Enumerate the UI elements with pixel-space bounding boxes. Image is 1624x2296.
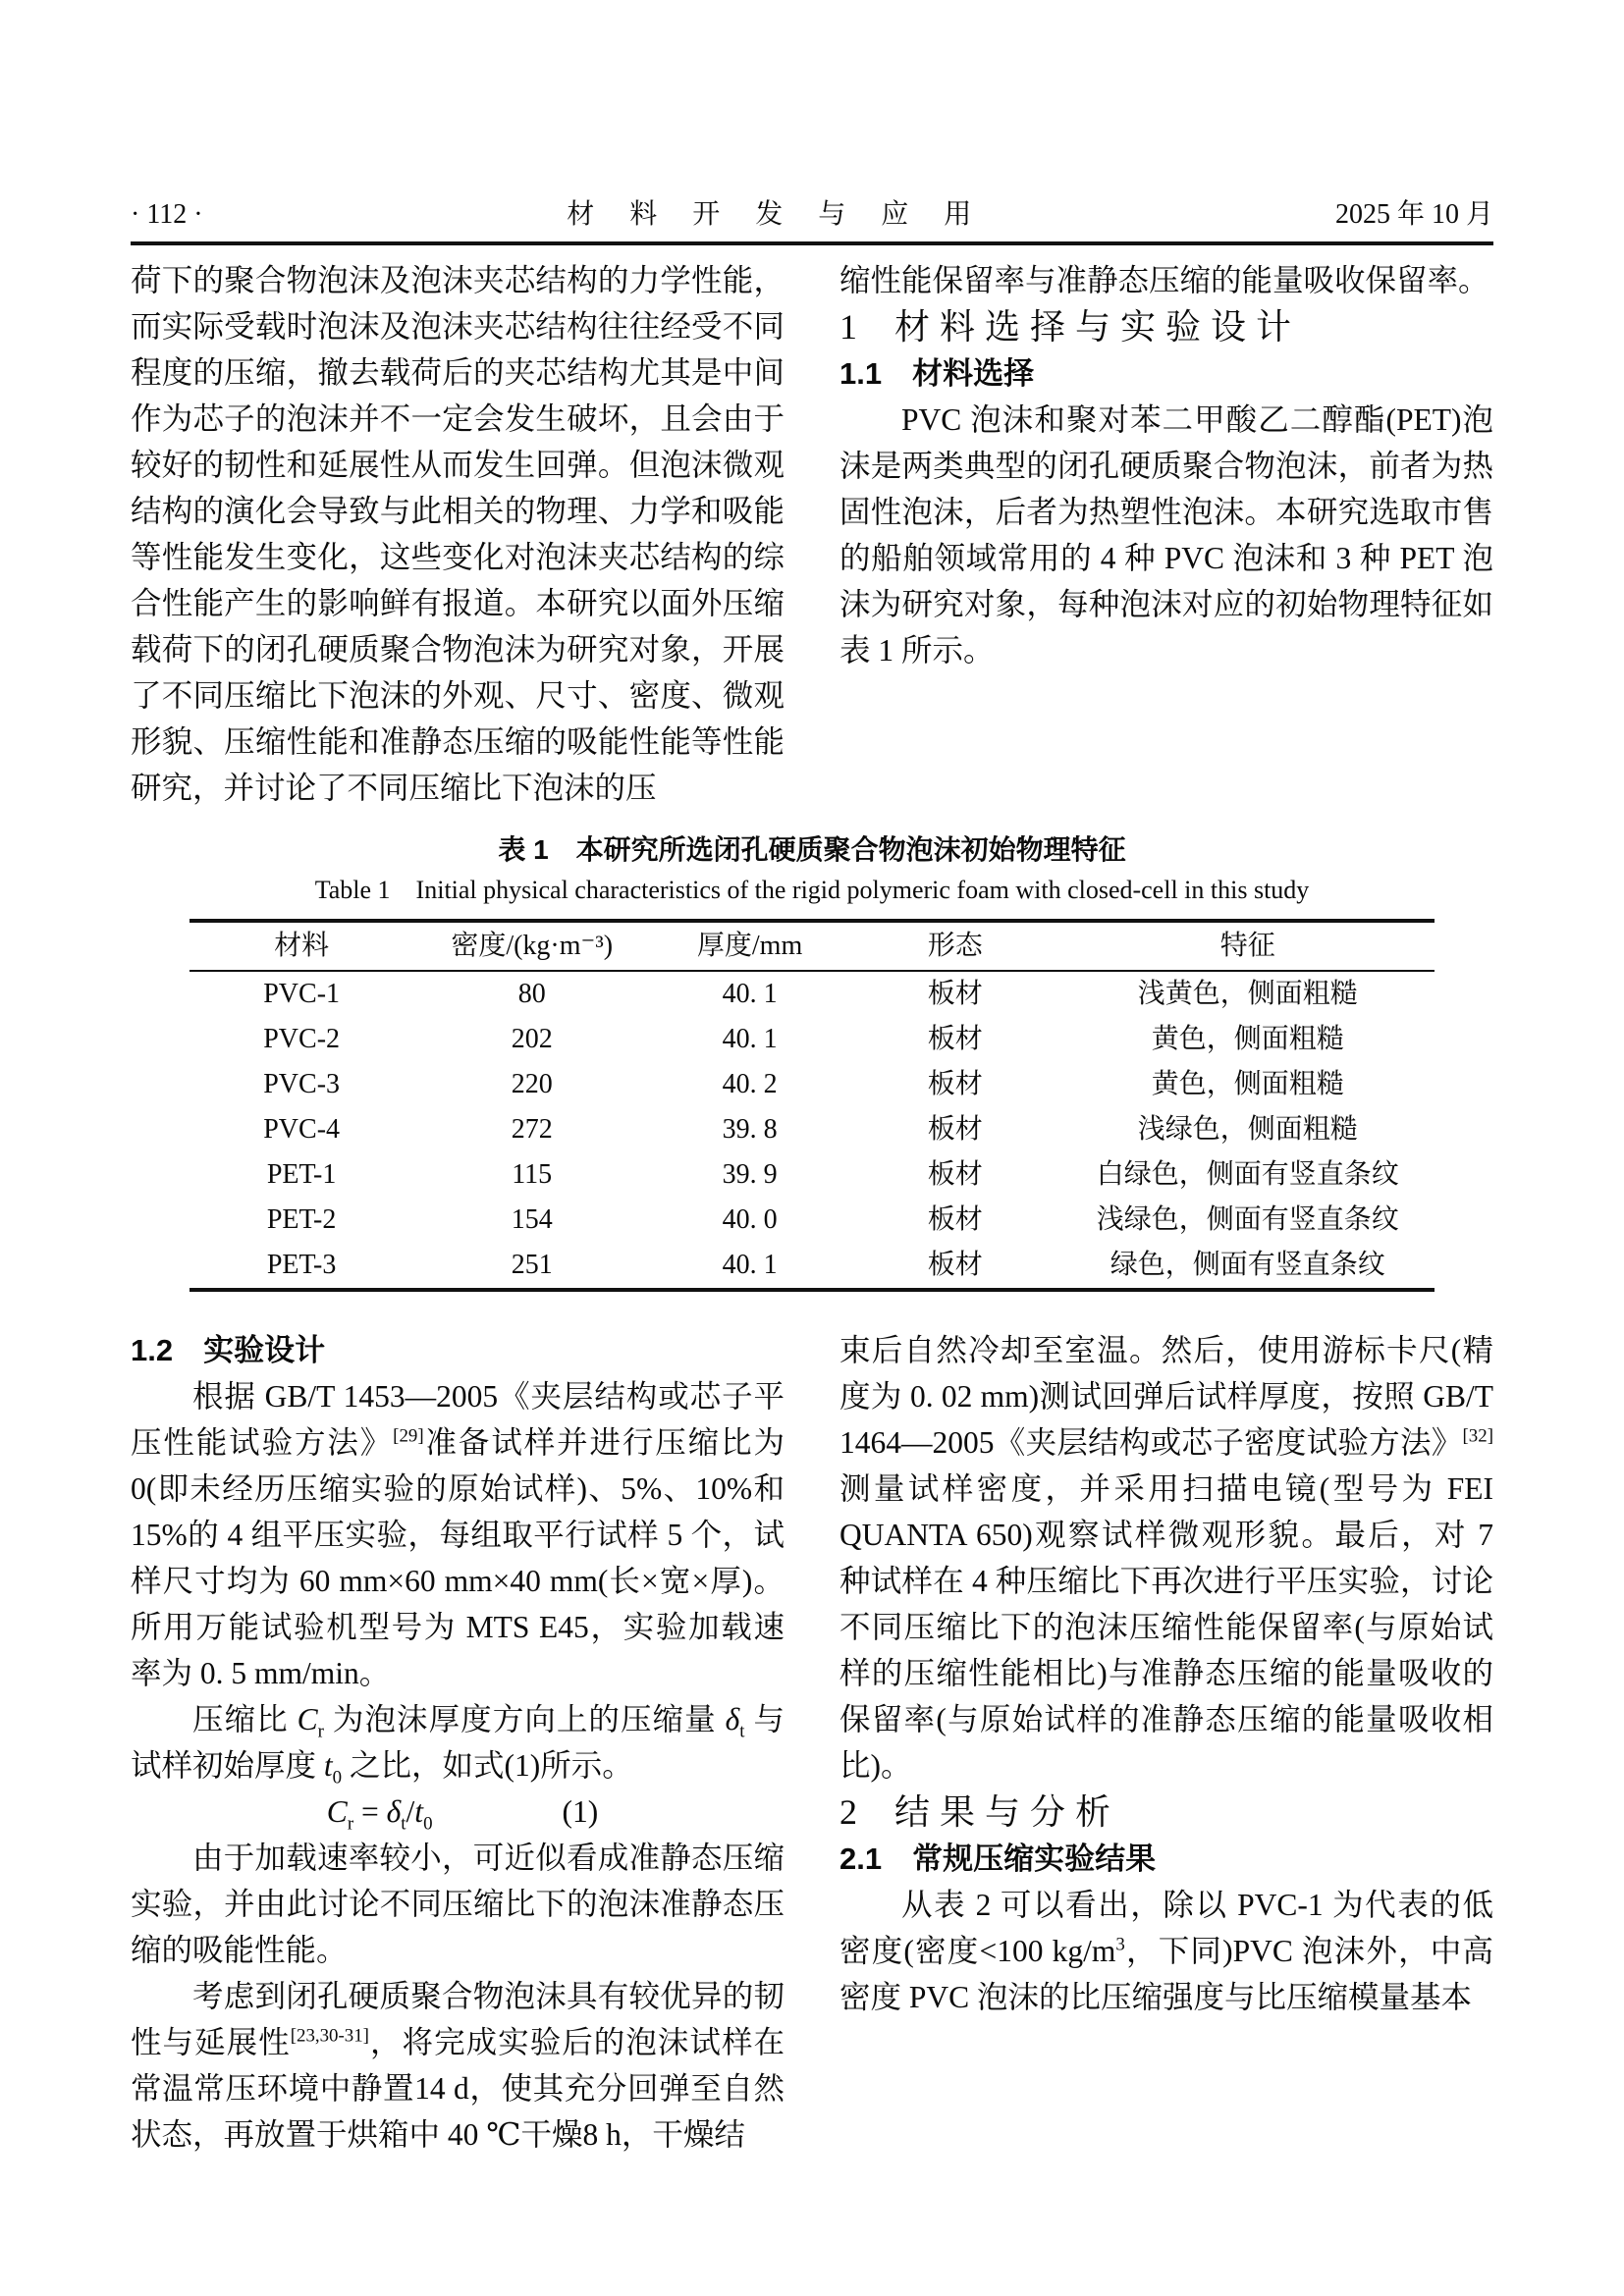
table-cell: 板材 <box>927 1204 983 1235</box>
intro-left-paragraph: 荷下的聚合物泡沫及泡沫夹芯结构的力学性能，而实际受载时泡沫及泡沫夹芯结构往往经受不同程度的压缩，撤去载荷后的夹芯结构尤其是中间作为芯子的泡沫并不一定会发生破坏，且会由于较好的韧性和延展性从而发生回弹。但泡沫微观结构的演化会导致与此相关的物理、力学和吸能等性能发生变化，这些变化对泡沫夹芯结构的综合性能产生的影响鲜有报道。本研究以面外压缩载荷下的闭孔硬质聚合物泡沫为研究对象，开展了不同压缩比下泡沫的外观、尺寸、密度、微观形貌、压缩性能和准静态压缩的吸能性能等性能研究，并讨论了不同压缩比下泡沫的压 <box>131 263 785 805</box>
table-1-body <box>189 971 1435 1290</box>
section-1-2-paragraph-1: 根据 GB/T 1453—2005《夹层结构或芯子平压性能试验方法》[29]准备试样并进行压缩比为 0(即未经历压缩实验的原始试样)、5%、10%和15%的 4 组平压实验，每组取平行试样 5 个，试样尺寸均为 60 mm×60 mm×40 mm(长×宽×厚)。所用万能试验机型号为 MTS E45，实验加载速率为 0. 5 mm/min。 <box>131 1379 785 1690</box>
table-cell: 黄色，侧面粗糙 <box>1151 1024 1344 1054</box>
intro-region <box>131 257 1493 811</box>
table-cell: PET-1 <box>266 1159 337 1190</box>
section-1-1-heading: 1.1 材料选择 <box>839 356 1035 391</box>
table-cell: 板材 <box>927 1069 983 1099</box>
section-1-title: 材料选择与实验设计 <box>894 307 1302 347</box>
table-1 <box>189 919 1435 1292</box>
table-cell: 40. 0 <box>722 1204 778 1235</box>
section-2-1-paragraph: 从表 2 可以看出，除以 PVC-1 为代表的低密度(密度<100 $kg/m^3$，下同)PVC 泡沫外，中高密度 PVC 泡沫的比压缩强度与比压缩模量基本 <box>839 1888 1493 2014</box>
section-1-2-continuation: 束后自然冷却至室温。然后，使用游标卡尺(精度为 0. 02 mm)测试回弹后试样厚度，按照 GB/T 1464—2005《夹层结构或芯子密度试验方法》[32]测量试样密度，并采用扫描电镜(型号为 FEI QUANTA 650)观察试样微观形貌。最后，对 7 种试样在 4 种压缩比下再次进行平压实验，讨论不同压缩比下的泡沫压缩性能保留率(与原始试样的压缩性能相比)与准静态压缩的能量吸收的保留率(与原始试样的准静态压缩的能量吸收相比)。 <box>839 1333 1493 1783</box>
section-1-2-paragraph-2: 压缩比 $C_r$ 为泡沫厚度方向上的压缩量 $\delta_t$ 与试样初始厚度 $t_0$ 之比，如式(1)所示。 <box>131 1702 785 1789</box>
section-1-2-paragraph-4: 考虑到闭孔硬质聚合物泡沫具有较优异的韧性与延展性[23,30-31]，将完成实验后的泡沫试样在常温常压环境中静置14 d，使其充分回弹至自然状态，再放置于烘箱中 40 ℃干燥8 h，干燥结 <box>131 1979 785 2152</box>
body-region <box>131 1327 1493 2158</box>
table-cell: 板材 <box>927 979 983 1009</box>
table-cell: 39. 8 <box>722 1114 778 1145</box>
col-header-form: 形态 <box>849 921 1061 971</box>
table-cell: 黄色，侧面粗糙 <box>1151 1069 1344 1099</box>
issue-date: 2025 年 10 月 <box>1334 199 1493 230</box>
right-column-top <box>839 257 1493 811</box>
table-cell: 板材 <box>927 1114 983 1145</box>
table-row <box>189 1243 1435 1290</box>
table-row <box>189 1017 1435 1062</box>
table-cell: 251 <box>511 1250 553 1280</box>
section-1-heading <box>839 303 1493 350</box>
table-cell: PET-2 <box>266 1204 337 1235</box>
table-cell: 40. 1 <box>722 1024 778 1054</box>
table-cell: 39. 9 <box>722 1159 778 1190</box>
table-row <box>189 971 1435 1017</box>
table-1-header <box>189 921 1435 971</box>
table-header-row <box>189 921 1435 971</box>
section-1-1-paragraph: PVC 泡沫和聚对苯二甲酸乙二醇酯(PET)泡沫是两类典型的闭孔硬质聚合物泡沫，前者为热固性泡沫，后者为热塑性泡沫。本研究选取市售的船舶领域常用的 4 种 PVC 泡沫和 3 种 PET 泡沫为研究对象，每种泡沫对应的初始物理特征如表 1 所示。 <box>839 402 1493 667</box>
left-column-bottom <box>131 1327 785 2158</box>
table-row <box>189 1107 1435 1152</box>
table-cell: 202 <box>511 1024 553 1054</box>
table-cell: 浅黄色，侧面粗糙 <box>1137 979 1358 1009</box>
table-cell: PET-3 <box>266 1250 337 1280</box>
table-cell: 220 <box>511 1069 553 1099</box>
equation-1-number: (1) <box>562 1794 599 1829</box>
section-2-heading <box>839 1789 1493 1836</box>
table-1-title-en: Table 1 Initial physical characteristics of the rigid polymeric foam with closed-cell in this study <box>314 876 1310 904</box>
section-2-number: 2 <box>839 1792 857 1832</box>
table-cell: PVC-2 <box>263 1024 341 1054</box>
section-1-2-paragraph-3: 由于加载速率较小，可近似看成准静态压缩实验，并由此讨论不同压缩比下的泡沫准静态压缩的吸能性能。 <box>131 1841 785 1967</box>
table-cell: 板材 <box>927 1250 983 1280</box>
table-cell: 绿色，侧面有竖直条纹 <box>1110 1250 1385 1280</box>
table-cell: 40. 2 <box>722 1069 778 1099</box>
table-cell: 板材 <box>927 1024 983 1054</box>
right-column-bottom <box>839 1327 1493 2158</box>
table-cell: 板材 <box>927 1159 983 1190</box>
equation-1 <box>131 1789 785 1835</box>
table-cell: 80 <box>517 979 546 1009</box>
table-cell: 272 <box>511 1114 553 1145</box>
left-column-top <box>131 257 785 811</box>
intro-right-paragraph: 缩性能保留率与准静态压缩的能量吸收保留率。 <box>839 263 1489 297</box>
running-head <box>131 198 1493 232</box>
section-2-title: 结果与分析 <box>894 1792 1121 1832</box>
section-1-2-heading: 1.2 实验设计 <box>131 1333 326 1367</box>
table-row <box>189 1198 1435 1243</box>
table-cell: PVC-4 <box>263 1114 341 1145</box>
table-row <box>189 1152 1435 1198</box>
col-header-density: 密度/(kg·m⁻³) <box>413 921 650 971</box>
table-cell: 浅绿色，侧面粗糙 <box>1137 1114 1358 1145</box>
page-number: · 112 · <box>131 199 203 230</box>
col-header-thickness: 厚度/mm <box>650 921 849 971</box>
table-cell: 115 <box>512 1159 553 1190</box>
col-header-feature: 特征 <box>1061 921 1435 971</box>
col-header-material: 材料 <box>189 921 413 971</box>
table-cell: 40. 1 <box>722 1250 778 1280</box>
table-1-title-cn: 表 1 本研究所选闭孔硬质聚合物泡沫初始物理特征 <box>498 834 1126 865</box>
table-cell: PVC-3 <box>263 1069 341 1099</box>
equation-1-formula: $C_r = \delta_t/t_0$ <box>326 1794 433 1835</box>
table-row <box>189 1062 1435 1107</box>
journal-title: 材料开发与应用 <box>567 199 1007 230</box>
section-2-1-heading: 2.1 常规压缩实验结果 <box>839 1842 1157 1876</box>
table-cell: 浅绿色，侧面有竖直条纹 <box>1096 1204 1399 1235</box>
table-1-block <box>131 832 1493 1292</box>
header-rule <box>131 241 1493 245</box>
table-cell: 154 <box>511 1204 553 1235</box>
table-cell: 40. 1 <box>722 979 778 1009</box>
table-cell: 白绿色，侧面有竖直条纹 <box>1096 1159 1399 1190</box>
table-cell: PVC-1 <box>263 979 341 1009</box>
section-1-number: 1 <box>839 307 857 347</box>
